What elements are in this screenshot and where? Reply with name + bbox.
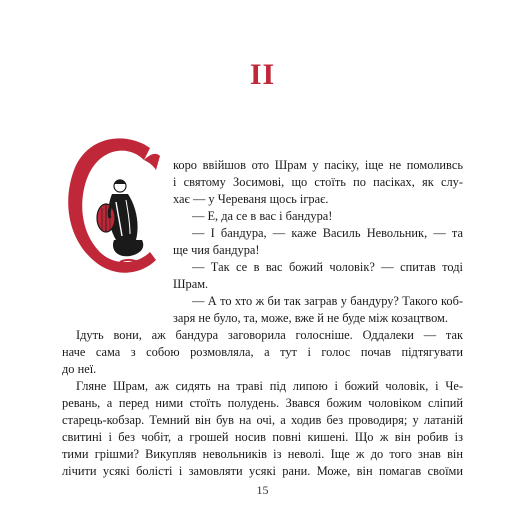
text-line-17: свитині і без чобіт, а грошей носив повні кишені. Що ж він робив із bbox=[62, 430, 463, 444]
text-line-8: Шрам. bbox=[173, 277, 209, 291]
text-line-18: тими грішми? Викупляв невольників із неволі. Іще ж до того знав він bbox=[62, 447, 463, 461]
text-line-5: — І бандура, — каже Василь Невольник, — та bbox=[192, 226, 463, 240]
drop-cap-illustration bbox=[58, 130, 168, 280]
text-line-13: до неї. bbox=[62, 362, 97, 376]
page-number: 15 bbox=[256, 483, 269, 497]
chapter-number: II bbox=[249, 58, 276, 91]
text-line-1: коро ввійшов ото Шрам у пасіку, іще не помоливсь bbox=[173, 158, 463, 172]
text-line-4: — Е, да се в вас і бандура! bbox=[192, 209, 333, 223]
text-line-3: хає — у Череваня щось іграє. bbox=[173, 192, 329, 206]
text-line-9: — А то хто ж би так заграв у бандуру? Такого коб- bbox=[192, 294, 463, 308]
text-line-12: наче сама з собою розмовляла, а тут і голос почав підтягувати bbox=[62, 345, 463, 359]
text-line-15: ревань, а перед ними стоїть полудень. Звався божим чоловіком сліпий bbox=[62, 396, 463, 410]
text-line-2: і святому Зосимові, що стоїть по пасіках, як слу- bbox=[173, 175, 463, 189]
text-line-6: ще чия бандура! bbox=[173, 243, 260, 257]
text-line-19: лічити усякі болісті і замовляти усякі рани. Може, він помагав своїми bbox=[62, 464, 463, 478]
text-line-7: — Так се в вас божий чоловік? — спитав тоді bbox=[192, 260, 463, 274]
text-line-11: Ідуть вони, аж бандура заговорила голосніше. Оддалеки — так bbox=[76, 328, 463, 342]
text-line-10: заря не було, та, може, вже й не буде між козацтвом. bbox=[173, 311, 448, 325]
text-line-16: старець-кобзар. Темний він був на очі, а ходив без проводиря; у латаній bbox=[62, 413, 463, 427]
text-line-14: Гляне Шрам, аж сидять на траві під липою і божий чоловік, і Че- bbox=[76, 379, 463, 393]
